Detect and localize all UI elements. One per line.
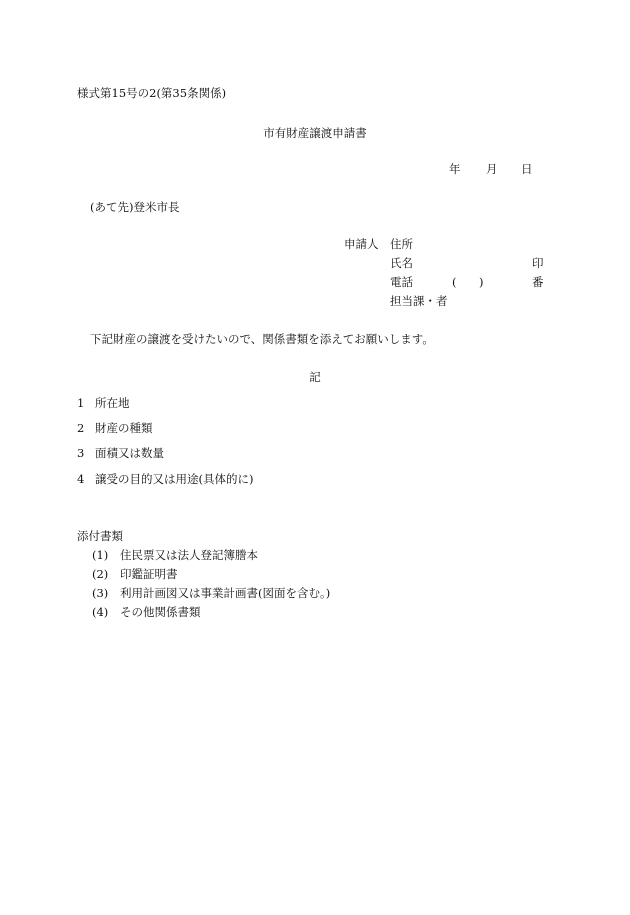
document-title: 市有財産譲渡申請書 xyxy=(263,126,367,140)
phone-area-open: ( xyxy=(452,275,457,289)
attachment-item: 住民票又は法人登記簿謄本 xyxy=(120,548,258,562)
attachment-number: (2) xyxy=(92,567,109,581)
addressee: (あて先)登米市長 xyxy=(90,200,180,214)
date-month-label: 月 xyxy=(486,162,498,176)
attachment-number: (1) xyxy=(92,548,109,562)
item-number: 1 xyxy=(77,396,85,410)
attachment-item: 利用計画図又は事業計画書(図面を含む。) xyxy=(120,586,331,600)
item-number: 2 xyxy=(77,421,85,435)
item-area-quantity: 面積又は数量 xyxy=(95,446,164,460)
item-property-type: 財産の種類 xyxy=(95,421,153,435)
attachment-number: (3) xyxy=(92,586,109,600)
item-number: 3 xyxy=(77,446,85,460)
date-day-label: 日 xyxy=(521,162,533,176)
attachments-heading: 添付書類 xyxy=(77,529,123,543)
item-location: 所在地 xyxy=(95,396,130,410)
form-id: 様式第15号の2(第35条関係) xyxy=(77,86,227,100)
contact-label: 担当課・者 xyxy=(390,294,448,308)
request-text: 下記財産の譲渡を受けたいので、関係書類を添えてお願いします。 xyxy=(90,332,434,346)
applicant-label: 申請人 xyxy=(344,237,379,251)
attachment-item: 印鑑証明書 xyxy=(120,567,178,581)
attachment-number: (4) xyxy=(92,605,109,619)
item-number: 4 xyxy=(77,472,85,486)
date-year-label: 年 xyxy=(449,162,461,176)
ki-heading: 記 xyxy=(309,370,321,384)
phone-area-close: ) xyxy=(479,275,484,289)
phone-label: 電話 xyxy=(390,275,413,289)
name-label: 氏名 xyxy=(390,256,413,270)
seal-mark: 印 xyxy=(532,256,544,270)
item-purpose: 譲受の目的又は用途(具体的に) xyxy=(95,472,254,486)
attachment-item: その他関係書類 xyxy=(120,605,201,619)
address-label: 住所 xyxy=(390,237,413,251)
phone-suffix: 番 xyxy=(532,275,544,289)
